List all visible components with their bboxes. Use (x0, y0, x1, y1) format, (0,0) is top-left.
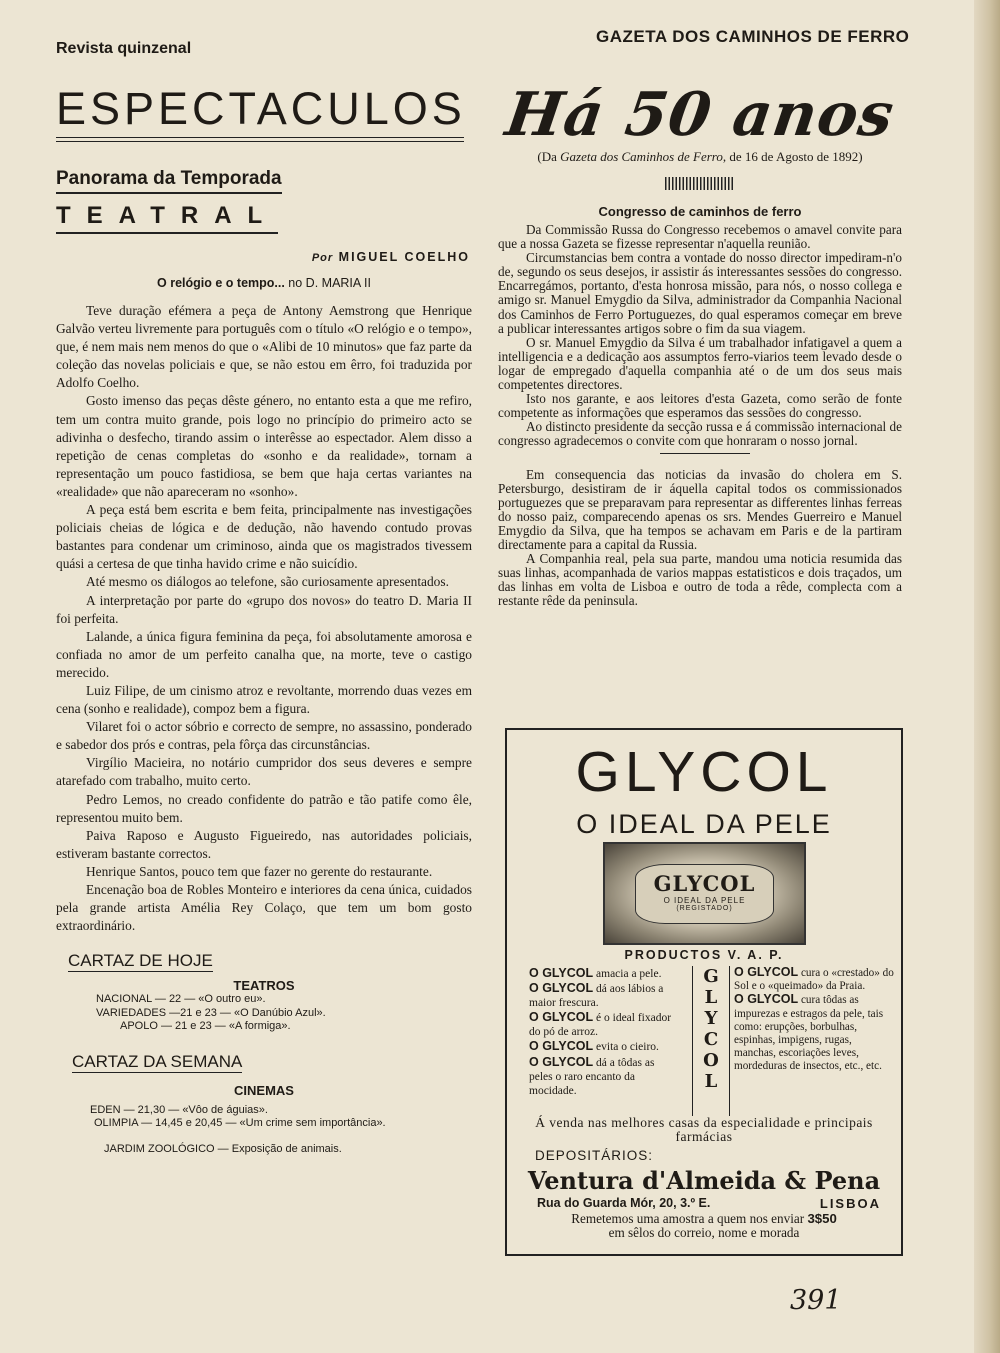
cartaz-line: OLIMPIA — 14,45 e 20,45 — «Um crime sem importância». (94, 1117, 386, 1130)
panorama-heading: Panorama da Temporada (56, 168, 282, 194)
ad-claim-brand: O GLYCOL (529, 1054, 594, 1069)
ad-claim (734, 993, 894, 1073)
article-paragraph: A Companhia real, pela sua parte, mandou uma noticia resumida das suas linhas, acompanhada de varios mappas estatisticos e dois traçados, um das linhas em volta de Lisboa e outro de toda a rêde, complecta com a restante rêde da peninsula. (498, 551, 902, 609)
ad-claim (529, 981, 679, 1010)
review-subtitle (56, 276, 472, 290)
ad-subtitle: O IDEAL DA PELE (576, 809, 832, 839)
ornament-stripe (665, 177, 735, 190)
author-line (56, 250, 472, 264)
author-name: MIGUEL COELHO (338, 250, 470, 264)
review-paragraph: Henrique Santos, pouco tem que fazer no gerente do restaurante. (86, 863, 433, 879)
page-number: 391 (790, 1285, 842, 1316)
ad-claim-text: dá aos lábios a maior frescura. (529, 983, 664, 1010)
review-paragraph: Encenação boa de Robles Monteiro e interiores da cena única, cuidados pela grande artista Amélia Rey Colaço, que tem um bom gosto extraordinário. (56, 882, 472, 934)
ad-claims-left (529, 966, 679, 1098)
ad-claim (529, 966, 679, 981)
ad-vertical-letter: G (703, 966, 719, 987)
review-paragraph: Lalande, a única figura feminina da peça, foi absolutamente amorosa e confiada no amor de um perfeito canalha que, na morte, teve o castigo merecido. (56, 628, 472, 680)
ad-offer (507, 1212, 901, 1240)
ad-venda: Á venda nas melhores casas da especialidade e principais farmácias (535, 1115, 873, 1144)
article-body-2 (490, 468, 910, 609)
ad-claim-brand: O GLYCOL (529, 981, 594, 996)
cartaz-semana-heading: CARTAZ DA SEMANA (72, 1051, 243, 1071)
product-label-image (603, 842, 806, 945)
glycol-advertisement (505, 728, 903, 1256)
author-prefix: Por (311, 252, 334, 264)
ad-address: Rua do Guarda Mór, 20, 3.º E. (537, 1196, 711, 1210)
page-edge (974, 0, 1000, 1353)
ad-claim-text: é o ideal fixador do pó de arroz. (529, 1012, 672, 1039)
ad-claim (529, 1010, 679, 1039)
section-title: ESPECTACULOS (56, 83, 466, 134)
review-paragraph: Teve duração efémera a peça de Antony Aemstrong que Henrique Galvão verteu livremente para português com o título «O relógio e o tempo», que, é nem mais nem menos do que o «Alibi de 10 minutos» que faz parte da coleção das novelas policiais e que, se não estou em êrro, foi traduzida por Adolfo Coelho. (56, 303, 472, 391)
ad-claim-text: evita o cieiro. (593, 1041, 659, 1054)
source-post: , de 16 de Agosto de 1892) (722, 149, 863, 164)
label-reg: (REGISTADO) (676, 905, 733, 912)
ad-claim-brand: O GLYCOL (529, 1010, 594, 1025)
ad-offer-text: Remetemos uma amostra a quem nos enviar (571, 1211, 805, 1226)
ad-claim (529, 1039, 679, 1054)
review-paragraph: Pedro Lemos, no creado confidente do patrão e tão patife como êle, representou muito bem. (56, 791, 472, 825)
cartaz-hoje-heading: CARTAZ DE HOJE (68, 951, 213, 971)
ad-offer-text2: em sêlos do correio, nome e morada (608, 1225, 800, 1240)
cartaz-semana-list (90, 1104, 472, 1157)
product-label-oval (635, 864, 774, 924)
productos-line: PRODUCTOS V. A. P. (624, 948, 784, 962)
ad-claim-brand: O GLYCOL (529, 1039, 594, 1054)
ad-claims (529, 965, 894, 1124)
ad-vertical-letter: L (704, 1071, 718, 1092)
review-paragraph: Vilaret foi o actor sóbrio e correcto de sempre, no assassino, ponderado e sabedor dos prós e contras, pela fôrça das circunstâncias. (56, 719, 472, 753)
ad-vertical-letter: L (704, 987, 718, 1008)
ad-depositarios: DEPOSITÁRIOS: (535, 1148, 654, 1163)
teatral-heading: TEATRAL (56, 202, 278, 234)
ad-claim-brand: O GLYCOL (734, 992, 799, 1007)
ad-claim-text: cura tôdas as impurezas e estragos da pele, tais como: erupções, borbulhas, espinhas, impigens, rugas, manchas, escoriações leves, mordeduras de insectos, etc., etc. (734, 994, 884, 1073)
ad-claim (529, 1055, 679, 1098)
review-paragraph: Paiva Raposo e Augusto Figueiredo, nas autoridades policiais, estiveram bastante correctos. (56, 827, 472, 861)
ad-claim-brand: O GLYCOL (734, 965, 799, 979)
article-body-1 (490, 223, 910, 449)
review-paragraph: A peça está bem escrita e bem feita, principalmente nas investigações policiais cheias de lógica e de dedução, não havendo contudo provas bastantes para condenar um criminoso, ainda que os magistrados tivessem quási a certesa de que tinha havido crime e não suicídio. (56, 502, 472, 572)
right-column (490, 80, 910, 609)
ad-company-name: Ventura d'Almeida & Pena (527, 1166, 881, 1195)
header-left: Revista quinzenal (56, 40, 192, 57)
ad-title: GLYCOL (575, 740, 833, 804)
cartaz-hoje-list (96, 993, 472, 1034)
ad-claim-brand: O GLYCOL (529, 966, 594, 980)
ad-vertical-letter: Y (704, 1008, 718, 1029)
review-body (56, 302, 472, 935)
ad-claim-text: dá a tôdas as peles o raro encanto da mocidade. (529, 1056, 655, 1097)
cartaz-hoje-sub: TEATROS (233, 978, 295, 994)
ad-city: LISBOA (819, 1196, 881, 1211)
review-paragraph: A interpretação por parte do «grupo dos novos» do teatro D. Maria II foi perfeita. (56, 592, 472, 626)
source-line (490, 149, 910, 165)
article-paragraph: Circumstancias bem contra a vontade do nosso director impediram-n'o de, segundo os seus desejos, ir assistir ás interessantes sessões do congresso. Encarregámos, portanto, d'esta honrosa missão, para nós, o nosso collega e amigo sr. Manuel Emygdio da Silva, administrador da Companhia Nacional dos Caminhos de Ferro Portuguezes, do qual esperamos começar em breve a publicar interessantes artigos sobre o fim da sua viagem. (498, 250, 902, 336)
article-paragraph: Ao distincto presidente da secção russa e á commissão internacional de congresso agradecemos o convite com que honraram o nosso jornal. (498, 419, 902, 449)
cartaz-line: JARDIM ZOOLÓGICO — Exposição de animais. (104, 1142, 342, 1155)
article-paragraph: Da Commissão Russa do Congresso recebemos o amavel convite para que a nossa Gazeta se fizesse representar n'aquella reunião. (498, 222, 902, 252)
review-subtitle-bold: O relógio e o tempo... (157, 276, 285, 290)
ad-claim-text: cura o «crestado» do Sol e o «queimado» da Praia. (734, 967, 894, 993)
article-title: Congresso de caminhos de ferro (598, 204, 802, 219)
cartaz-semana-sub: CINEMAS (234, 1082, 294, 1098)
article-paragraph: Isto nos garante, e aos leitores d'esta Gazeta, como serão de fonte competente as informações que esperamos das sessões do congresso. (498, 391, 902, 421)
article-paragraph: O sr. Manuel Emygdio da Silva é um trabalhador infatigavel a quem a intelligencia e a dedicação aos assumptos ferro-viarios teem levado desde o logar de empregado d'aquella companhia até o de um dos seus mais competentes directores. (498, 334, 902, 393)
cartaz-line: APOLO — 21 e 23 — «A formiga». (120, 1020, 291, 1033)
ad-vertical-letter: O (703, 1050, 719, 1071)
ad-claim (734, 966, 894, 993)
ha-50-anos-title: Há 50 anos (501, 80, 899, 150)
header-right: GAZETA DOS CAMINHOS DE FERRO (596, 27, 910, 46)
review-paragraph: Gosto imenso das peças dêste género, no entanto esta a que me refiro, tem um contra muito grande, pois logo no princípio do primeiro acto se adivinha o desfecho, tirando assim o interêsse ao espectador. Alem disso a repetição de cenas completas do «sonho e da realidade», tornam a representação um pouco fastidiosa, se bem que haja certas variantes na «realidade» que não apareceram no «sonho». (56, 393, 472, 499)
ad-claim-text: amacia a pele. (593, 968, 662, 980)
review-paragraph: Luiz Filipe, de um cinismo atroz e revoltante, morrendo duas vezes em cena (sonho e realidade), compoz bem a figura. (56, 682, 472, 717)
review-subtitle-rest: no D. MARIA II (284, 276, 371, 290)
label-tag: O IDEAL DA PELE (663, 896, 746, 905)
cartaz-line: VARIEDADES —21 e 23 — «O Danúbio Azul». (96, 1006, 326, 1019)
separator-rule (660, 453, 750, 454)
source-pre: (Da (537, 149, 561, 164)
ad-vertical-letter: C (703, 1029, 719, 1050)
left-column (56, 83, 472, 1156)
source-italic: Gazeta dos Caminhos de Ferro (560, 149, 723, 164)
article-paragraph: Em consequencia das noticias da invasão do cholera em S. Petersburgo, desistiram de ir áquella capital todos os commissionados portuguezes que se preparavam para representar as differentes linhas ferreas do nosso paiz, comparecendo apenas os srs. Mendes Guerreiro e Manuel Emygdio da Silva, que ha tempos se achavam em Paris e de la partiram directamente para a capital da Russia. (498, 466, 902, 552)
ad-claims-right (734, 966, 894, 1074)
cartaz-line: EDEN — 21,30 — «Vôo de águias». (90, 1103, 268, 1116)
cartaz-line: NACIONAL — 22 — «O outro eu». (96, 993, 266, 1006)
review-paragraph: Até mesmo os diálogos ao telefone, são curiosamente apresentados. (86, 574, 449, 590)
label-name: GLYCOL (653, 871, 756, 896)
ad-vertical-word (692, 966, 730, 1116)
ad-offer-price: 3$50 (807, 1211, 837, 1226)
review-paragraph: Virgílio Macieira, no notário cumpridor dos seus deveres e sempre atarefado com trabalho, muito certo. (56, 755, 472, 789)
